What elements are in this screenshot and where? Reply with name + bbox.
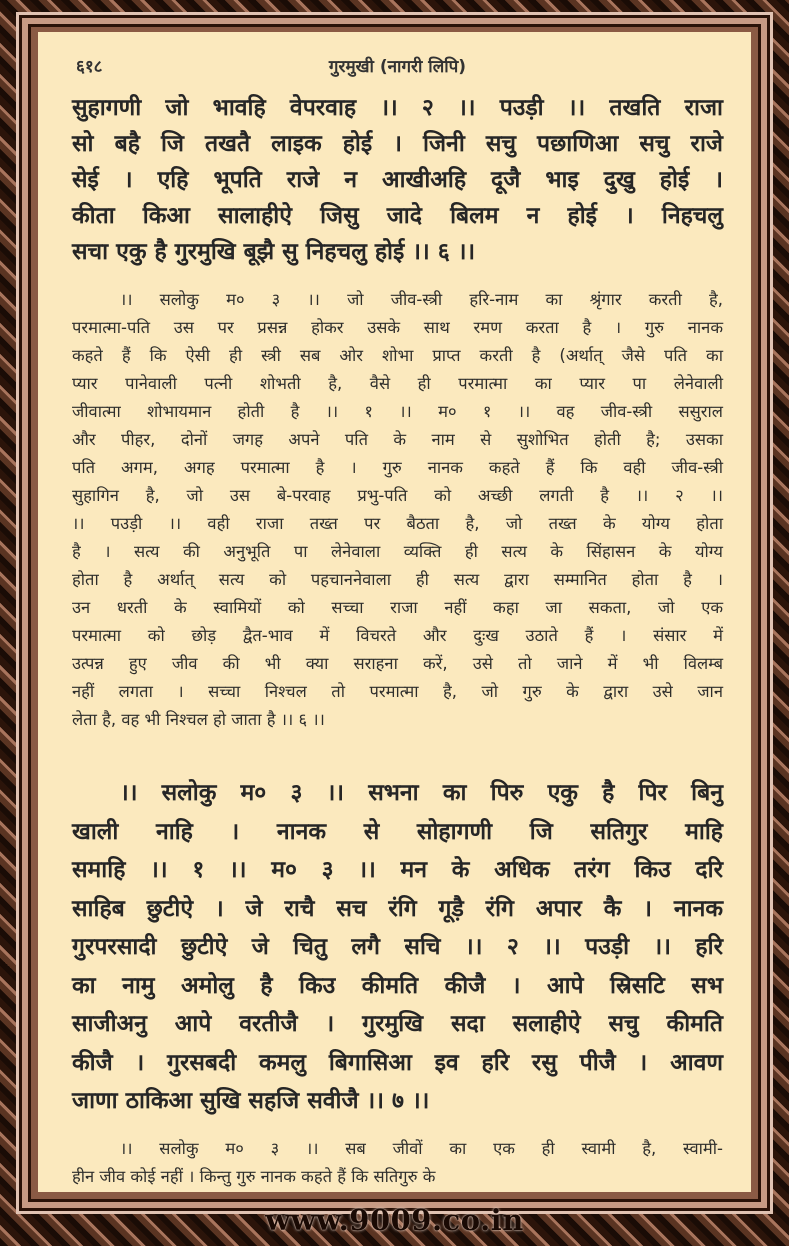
prose-line: हीन जीव कोई नहीं । किन्तु गुरु नानक कहते हैं कि सतिगुरु के xyxy=(72,1166,436,1186)
page-number: ६१८ xyxy=(76,57,103,77)
page-header xyxy=(72,50,723,80)
prose-line: जीवात्मा शोभायमान होती है ।। १ ।। म० १ ।। वह जीव-स्त्री ससुराल xyxy=(72,402,723,421)
hindi-translation-block-2 xyxy=(72,1135,723,1191)
prose-line: ।। सलोकु म० ३ ।। सब जीवों का एक ही स्वामी है, स्वामी- xyxy=(120,1138,723,1158)
prose-line: परमात्मा को छोड़ द्वैत-भाव में विचरते और दुःख उठाते हैं । संसार में xyxy=(72,626,723,645)
verse-line: कीजै । गुरसबदी कमलु बिगासिआ इव हरि रसु पीजै । आवण xyxy=(72,1048,723,1076)
prose-line: नहीं लगता । सच्चा निश्चल तो परमात्मा है, जो गुरु के द्वारा उसे जान xyxy=(72,682,723,701)
prose-line: लेता है, वह भी निश्चल हो जाता है ।। ६ ।। xyxy=(72,710,325,729)
running-title: गुरमुखी (नागरी लिपि) xyxy=(328,57,467,77)
website-url[interactable]: www.9009.co.in xyxy=(265,1203,524,1237)
prose-line: कहते हैं कि ऐसी ही स्त्री सब ओर शोभा प्राप्त करती है (अर्थात् जैसे पति का xyxy=(72,346,723,365)
prose-line: प्यार पानेवाली पत्नी शोभती है, वैसे ही परमात्मा का प्यार पा लेनेवाली xyxy=(72,374,723,393)
prose-line: उन धरती के स्वामियों को सच्चा राजा नहीं कहा जा सकता, जो एक xyxy=(72,598,723,617)
prose-line: है । सत्य की अनुभूति पा लेनेवाला व्यक्ति ही सत्य के सिंहासन के योग्य xyxy=(72,542,723,561)
verse-line: साजीअनु आपे वरतीजै । गुरमुखि सदा सलाहीऐ सचु कीमति xyxy=(72,1010,723,1037)
verse-line: खाली नाहि । नानक से सोहागणी जि सतिगुर माहि xyxy=(72,817,723,845)
gurmukhi-verse-block-1 xyxy=(72,90,723,270)
verse-line: सेई । एहि भूपति राजे न आखीअहि दूजै भाइ दुखु होई । xyxy=(72,166,723,193)
gurmukhi-verse-block-2 xyxy=(72,774,723,1121)
prose-line: और पीहर, दोनों जगह अपने पति के नाम से सुशोभित होती है; उसका xyxy=(72,430,723,449)
verse-line: ।। सलोकु म० ३ ।। सभना का पिरु एकु है पिर बिनु xyxy=(120,779,723,806)
verse-line: कीता किआ सालाहीऐ जिसु जादे बिलम न होई । निहचलु xyxy=(72,202,723,229)
verse-line: गुरपरसादी छुटीऐ जे चितु लगै सचि ।। २ ।। पउड़ी ।। हरि xyxy=(72,933,723,960)
prose-line: ।। पउड़ी ।। वही राजा तख्त पर बैठता है, जो तख्त के योग्य होता xyxy=(72,514,723,533)
verse-line: समाहि ।। १ ।। म० ३ ।। मन के अधिक तरंग किउ दरि xyxy=(72,856,723,883)
verse-line: का नामु अमोलु है किउ कीमति कीजै । आपे स्रिसटि सभ xyxy=(72,971,723,999)
prose-line: उत्पन्न हुए जीव की भी क्या सराहना करें, उसे तो जाने में भी विलम्ब xyxy=(72,654,723,673)
prose-line: सुहागिन है, जो उस बे-परवाह प्रभु-पति को अच्छी लगती है ।। २ ।। xyxy=(72,486,723,505)
prose-line: पति अगम, अगह परमात्मा है । गुरु नानक कहते हैं कि वही जीव-स्त्री xyxy=(72,458,723,477)
prose-line: परमात्मा-पति उस पर प्रसन्न होकर उसके साथ रमण करता है । गुरु नानक xyxy=(72,318,723,337)
verse-line: सो बहै जि तखतै लाइक होई । जिनी सचु पछाणिआ सचु राजे xyxy=(72,130,723,157)
verse-line: सचा एकु है गुरमुखि बूझै सु निहचलु होई ।। ६ ।। xyxy=(72,238,476,265)
verse-line: सुहागणी जो भावहि वेपरवाह ।। २ ।। पउड़ी ।। तखति राजा xyxy=(72,94,723,121)
prose-line: होता है अर्थात् सत्य को पहचाननेवाला ही सत्य द्वारा सम्मानित होता है । xyxy=(72,570,723,589)
verse-line: जाणा ठाकिआ सुखि सहजि सवीजै ।। ७ ।। xyxy=(72,1087,430,1114)
book-page xyxy=(38,32,751,1192)
hindi-translation-block-1 xyxy=(72,286,723,734)
prose-line: ।। सलोकु म० ३ ।। जो जीव-स्त्री हरि-नाम का श्रृंगार करती है, xyxy=(120,290,723,309)
verse-line: साहिब छुटीऐ । जे राचै सच रंगि गूड़ै रंगि अपार कै । नानक xyxy=(72,894,723,922)
